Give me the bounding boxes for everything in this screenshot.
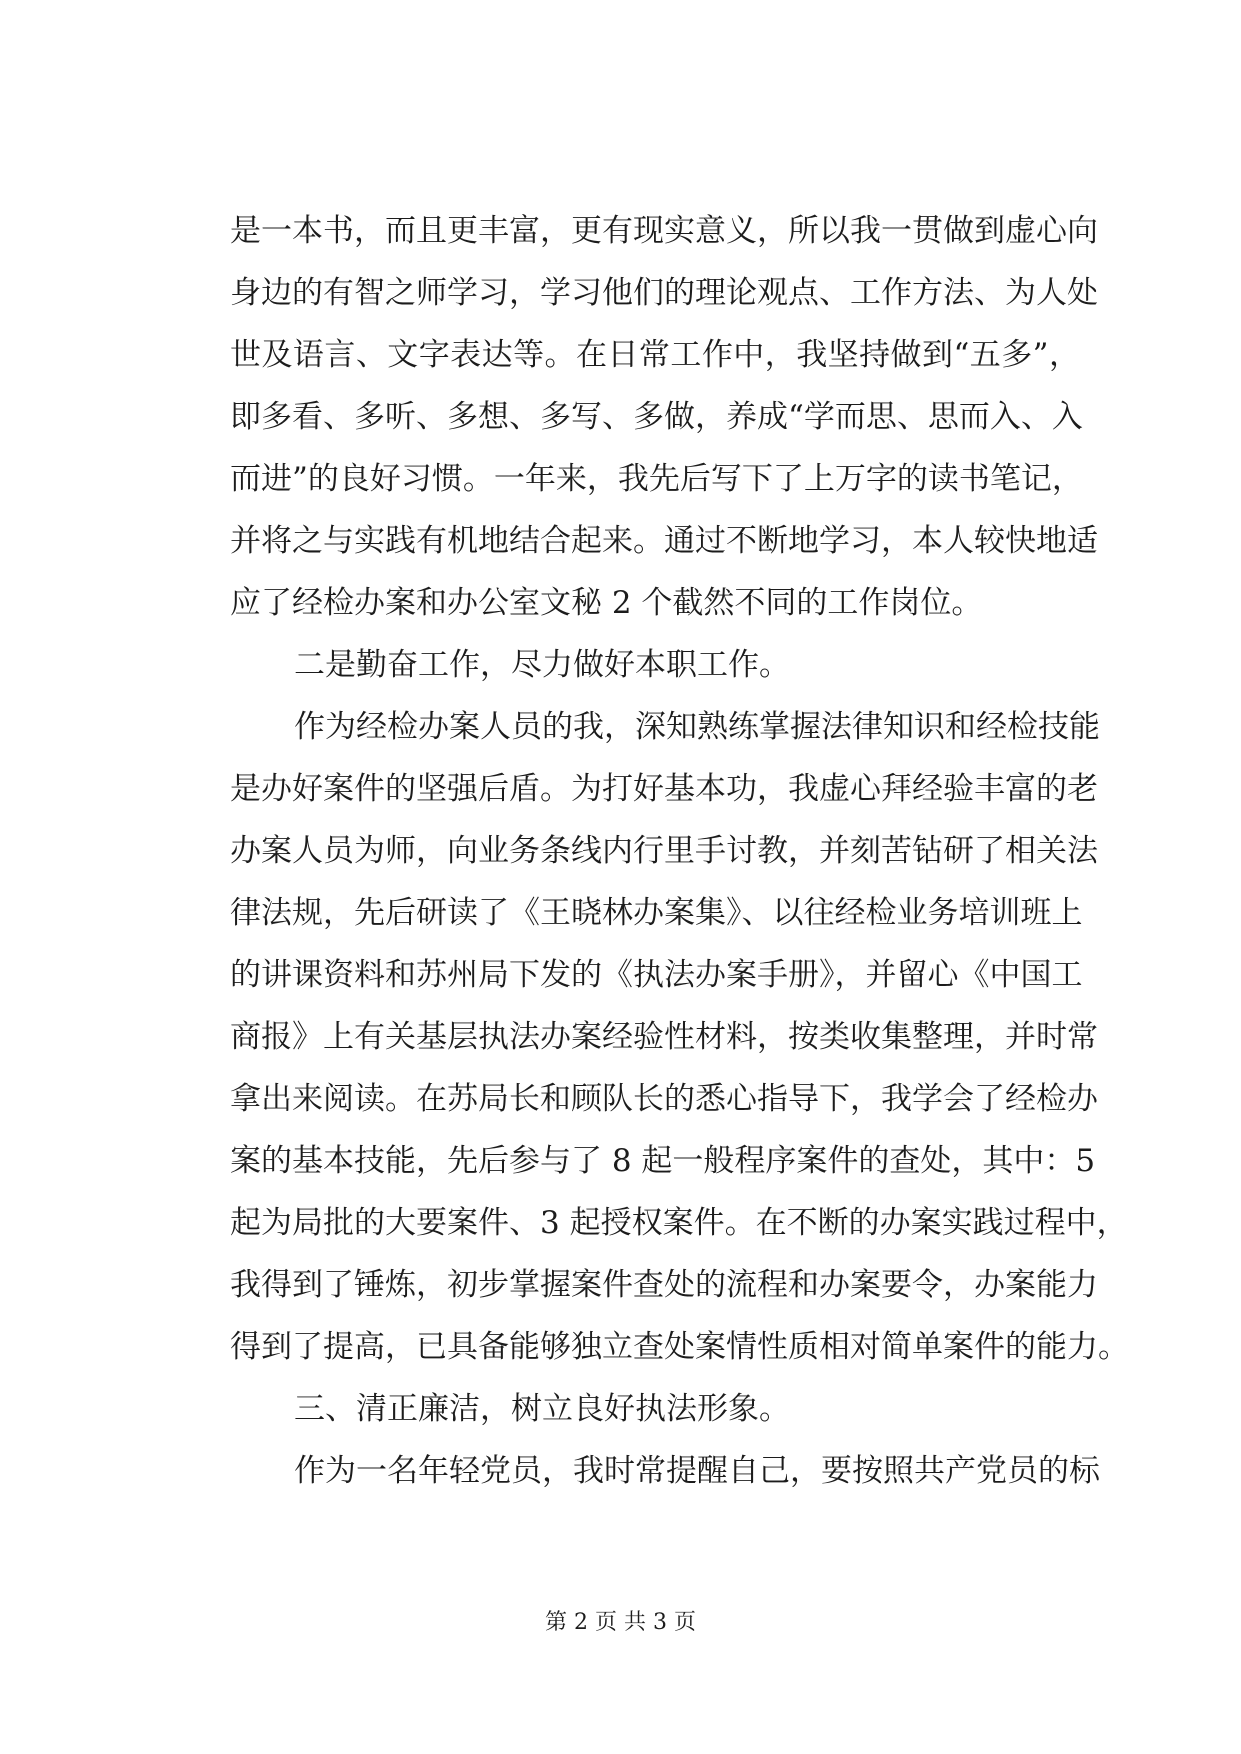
paragraph-line: 商报》上有关基层执法办案经验性材料，按类收集整理，并时常 xyxy=(230,1019,1098,1055)
paragraph-line: 世及语言、文字表达等。在日常工作中，我坚持做到“五多”， xyxy=(230,337,1080,373)
section-heading: 二是勤奋工作，尽力做好本职工作。 xyxy=(294,647,790,683)
paragraph-line: 作为经检办案人员的我，深知熟练掌握法律知识和经检技能 xyxy=(294,709,1100,745)
paragraph-line: 办案人员为师，向业务条线内行里手讨教，并刻苦钻研了相关法 xyxy=(230,833,1098,869)
section-heading: 三、清正廉洁，树立良好执法形象。 xyxy=(294,1391,790,1427)
paragraph-line: 身边的有智之师学习，学习他们的理论观点、工作方法、为人处 xyxy=(230,275,1098,311)
paragraph-line: 我得到了锤炼，初步掌握案件查处的流程和办案要令，办案能力 xyxy=(230,1267,1098,1303)
paragraph-line: 是办好案件的坚强后盾。为打好基本功，我虚心拜经验丰富的老 xyxy=(230,771,1098,807)
paragraph-line: 是一本书，而且更丰富，更有现实意义，所以我一贯做到虚心向 xyxy=(230,213,1098,249)
page-number-footer: 第 2 页 共 3 页 xyxy=(545,1610,696,1635)
paragraph-line: 起为局批的大要案件、3 起授权案件。在不断的办案实践过程中， xyxy=(230,1205,1128,1241)
paragraph-line: 作为一名年轻党员，我时常提醒自己，要按照共产党员的标 xyxy=(294,1453,1100,1489)
paragraph-line: 应了经检办案和办公室文秘 2 个截然不同的工作岗位。 xyxy=(230,585,983,621)
paragraph-line: 的讲课资料和苏州局下发的《执法办案手册》，并留心《中国工 xyxy=(230,957,1083,993)
paragraph-line: 并将之与实践有机地结合起来。通过不断地学习，本人较快地适 xyxy=(230,523,1098,559)
paragraph-line: 得到了提高，已具备能够独立查处案情性质相对简单案件的能力。 xyxy=(230,1329,1129,1365)
paragraph-line: 律法规，先后研读了《王晓林办案集》、以往经检业务培训班上 xyxy=(230,895,1083,931)
paragraph-line: 而进”的良好习惯。一年来，我先后写下了上万字的读书笔记， xyxy=(230,461,1083,497)
paragraph-line: 即多看、多听、多想、多写、多做，养成“学而思、思而入、入 xyxy=(230,399,1083,435)
paragraph-line: 案的基本技能，先后参与了 8 起一般程序案件的查处，其中：5 xyxy=(230,1143,1096,1179)
paragraph-line: 拿出来阅读。在苏局长和顾队长的悉心指导下，我学会了经检办 xyxy=(230,1081,1098,1117)
